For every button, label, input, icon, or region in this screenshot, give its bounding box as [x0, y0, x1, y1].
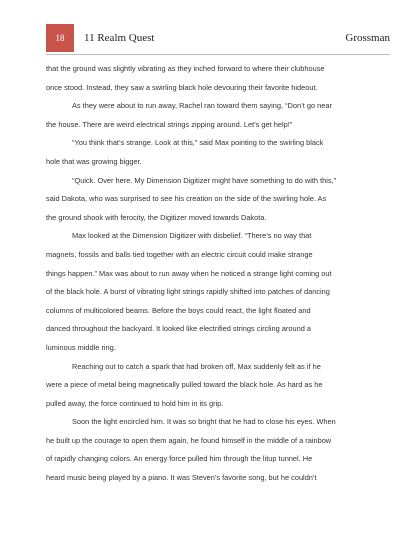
text-line: Reaching out to catch a spark that had broken off, Max suddenly felt as if he: [72, 361, 321, 371]
text-line: said Dakota, who was surprised to see his creation on the side of the swirling hole. As: [46, 194, 327, 204]
text-line: danced throughout the backyard. It looked like electrified strings circling around a: [46, 324, 311, 334]
page-number-badge: 18: [46, 24, 74, 52]
text-line: once stood. Instead, they saw a swirling black hole devouring their favorite hideout.: [46, 82, 318, 92]
text-line: “You think that’s strange. Look at this,” said Max pointing to the swirling black: [72, 138, 324, 148]
text-line: magnets, fossils and balls tied together with an electric circuit could make strange: [46, 249, 313, 259]
text-line: the house. There are weird electrical strings zipping around. Let’s get help!”: [46, 119, 293, 129]
text-line: As they were about to run away, Rachel ran toward them saying, “Don’t go near: [72, 101, 332, 111]
text-line: luminous middle ring.: [46, 342, 116, 352]
text-line: he built up the courage to open them again, he found himself in the middle of a rainbow: [46, 435, 332, 445]
text-line: of rapidly changing colors. An energy force pulled him through the litup tunnel. He: [46, 454, 313, 464]
text-line: Soon the light encircled him. It was so bright that he had to close his eyes. When: [72, 417, 336, 427]
header-divider: [46, 54, 390, 55]
body-text: [46, 60, 392, 488]
text-line: the ground shook with ferocity, the Digitizer moved towards Dakota.: [46, 212, 267, 222]
text-line: Max looked at the Dimension Digitizer with disbelief. “There’s no way that: [72, 231, 312, 241]
text-line: things happen.” Max was about to run away when he noticed a strange light coming out: [46, 268, 332, 278]
text-line: pulled away, the force continued to hold him in its grip.: [46, 398, 224, 408]
page-header: [0, 24, 420, 54]
text-line: heard music being played by a piano. It was Steven’s favorite song, but he couldn’t: [46, 473, 317, 483]
text-line: that the ground was slightly vibrating as they inched forward to where their clubhouse: [46, 64, 325, 73]
text-line: were a piece of metal being magnetically pulled toward the black hole. As hard as he: [46, 380, 323, 390]
book-title: 11 Realm Quest: [84, 32, 155, 44]
text-line: hole that was growing bigger.: [46, 156, 142, 166]
author-name: Grossman: [345, 32, 390, 44]
text-line: “Quick. Over here. My Dimension Digitizer might have something to do with this,”: [72, 175, 337, 185]
text-line: of the black hole. A burst of vibrating light strings rapidly shifted into patches of dancing: [46, 287, 330, 297]
text-line: columns of multicolored beams. Before the boys could react, the light floated and: [46, 305, 311, 315]
